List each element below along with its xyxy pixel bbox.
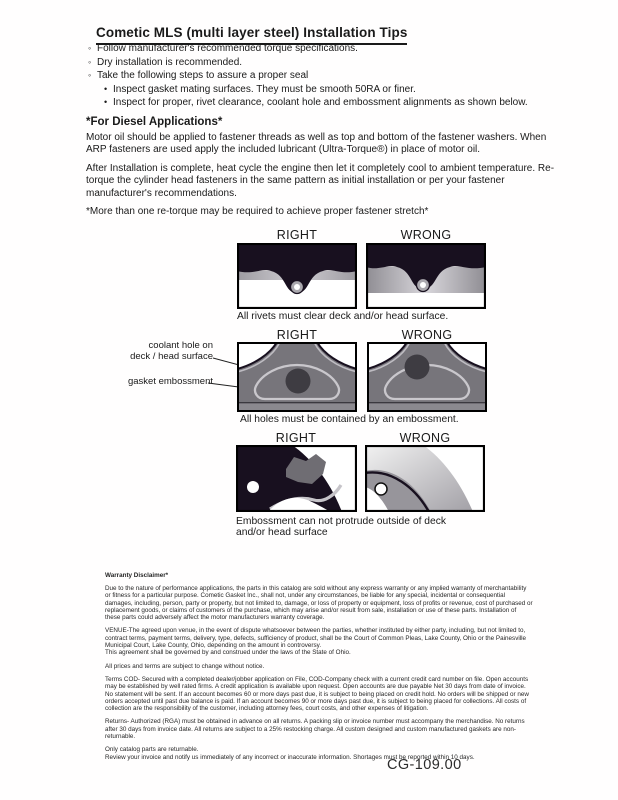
document-number: CG-109.00 bbox=[387, 757, 462, 773]
warranty-disclaimer-heading: Warranty Disclaimer* bbox=[105, 572, 169, 579]
legal-paragraph: Terms COD- Secured with a completed dealer/jobber application on File, COD-Company check with a current credit card number on file. Open accounts may be established by well rated firms. A credit application is available upon request. Open accounts are due payable Net 30 days from date of invoice. No statement will be sent. If an account becomes 60 or more days past due, it is subject to being placed on credit hold. No orders will be shipped or new orders accepted until past due balance is paid. If an account becomes 90 or more days past due, it is subject to being placed for collections. All costs of collection are the responsibility of the customer, including attorney fees, court costs, and other expenses of litigation. bbox=[105, 675, 529, 713]
row3-wrong-header: WRONG bbox=[399, 431, 451, 445]
embossment-wrong-diagram bbox=[367, 342, 487, 412]
legal-paragraph: Review your invoice and notify us immediately of any incorrect or inaccurate information. Shortages must be reported within 10 days. bbox=[105, 753, 475, 761]
row1-caption: All rivets must clear deck and/or head surface. bbox=[237, 311, 449, 322]
bolt-hole bbox=[375, 483, 387, 495]
diesel-applications-heading: *For Diesel Applications* bbox=[86, 116, 223, 128]
embossment-right-diagram bbox=[237, 342, 357, 412]
page-title: Cometic MLS (multi layer steel) Installation Tips bbox=[96, 25, 407, 45]
legal-paragraph: VENUE-The agreed upon venue, in the event of dispute whatsoever between the parties, whether instituted by either party, including, but not limited to, contract terms, payment terms, delivery, type, defects, sufficiency of product, shall be the Court of Common Pleas, Lake County, Ohio or the Painesville Municipal Court, Lake County, Ohio, depending on the amount in controversy. bbox=[105, 627, 527, 650]
list-item bbox=[88, 69, 528, 83]
tip-text: Inspect for proper, rivet clearance, coolant hole and embossment alignments as shown below. bbox=[113, 97, 528, 108]
row2-wrong-header: WRONG bbox=[401, 328, 453, 342]
list-item bbox=[104, 96, 528, 110]
row2-right-header: RIGHT bbox=[276, 328, 318, 342]
installation-tips-list bbox=[88, 42, 528, 110]
tip-text: Follow manufacturer's recommended torque specifications. bbox=[97, 43, 358, 54]
legal-paragraph: Due to the nature of performance applications, the parts in this catalog are sold without any express warranty or any implied warranty of merchantability or fitness for a particular purpose. Cometic Gasket Inc., shall not, under any circumstances, be liable for any special, incidental or consequential damages, including, person, party or property, but not limited to, damage, or loss of property or equipment, loss of profits or revenue, cost of purchased or replacement goods, or claims of customers of the purchase, which may arise and/or result from sale, installation or use of these parts. Installation of these parts could adversely affect the motor manufacturers warranty coverage. bbox=[105, 585, 533, 622]
protrusion-right-diagram bbox=[236, 445, 357, 512]
row1-wrong-header: WRONG bbox=[400, 228, 452, 242]
filled-bullet-icon: • bbox=[104, 83, 108, 94]
row3-caption: Embossment can not protrude outside of deck and/or head surface bbox=[236, 516, 447, 539]
rivet-clearance-right-diagram bbox=[237, 243, 357, 309]
retorque-note: *More than one re-torque may be required to achieve proper fastener stretch* bbox=[86, 206, 429, 217]
open-bullet-icon: ◦ bbox=[88, 43, 92, 53]
tip-text: Take the following steps to assure a proper seal bbox=[97, 70, 309, 81]
row1-right-header: RIGHT bbox=[276, 228, 318, 242]
tip-text: Dry installation is recommended. bbox=[97, 56, 243, 68]
protrusion-wrong-diagram bbox=[365, 445, 485, 512]
coolant-hole-label: coolant hole on deck / head surface bbox=[130, 340, 213, 362]
diesel-paragraph-1: Motor oil should be applied to fastener threads as well as top and bottom of the fastener washers. When ARP fasteners are used apply the included lubricant (Ultra-Torque®) in place of motor oil. bbox=[86, 132, 547, 156]
list-item bbox=[88, 56, 528, 70]
tip-text: Inspect gasket mating surfaces. They must be smooth 50RA or finer. bbox=[113, 83, 416, 95]
legal-paragraph: All prices and terms are subject to change without notice. bbox=[105, 662, 265, 670]
bolt-hole bbox=[247, 481, 259, 493]
diesel-paragraph-2: After Installation is complete, heat cycle the engine then let it completely cool to ambient temperature. Re-torque the cylinder head fasteners in the same pattern as initial installation or per your fastener manufacturer's recommendations. bbox=[86, 163, 555, 199]
warranty-disclaimer-section bbox=[105, 572, 533, 761]
legal-paragraph: Only catalog parts are returnable. bbox=[105, 746, 199, 754]
open-bullet-icon: ◦ bbox=[88, 70, 92, 80]
legal-paragraph: Returns- Authorized (RGA) must be obtained in advance on all returns. A packing slip or invoice number must accompany the merchandise. No returns after 30 days from invoice date. All returns are subject to a 25% restocking charge. All custom designed and custom manufactured gaskets are non-returnable. bbox=[105, 718, 525, 741]
rivet-clearance-wrong-diagram bbox=[366, 243, 486, 309]
coolant-hole bbox=[405, 355, 430, 380]
coolant-hole bbox=[286, 369, 311, 394]
open-bullet-icon: ◦ bbox=[88, 56, 92, 67]
row2-caption: All holes must be contained by an embossment. bbox=[240, 414, 459, 425]
row3-right-header: RIGHT bbox=[275, 431, 317, 445]
list-item bbox=[88, 42, 528, 56]
filled-bullet-icon: • bbox=[104, 97, 108, 107]
legal-paragraph: This agreement shall be governed by and construed under the laws of the State of Ohio. bbox=[105, 649, 351, 657]
gasket-embossment-label: gasket embossment bbox=[127, 376, 213, 387]
list-item bbox=[104, 83, 528, 97]
